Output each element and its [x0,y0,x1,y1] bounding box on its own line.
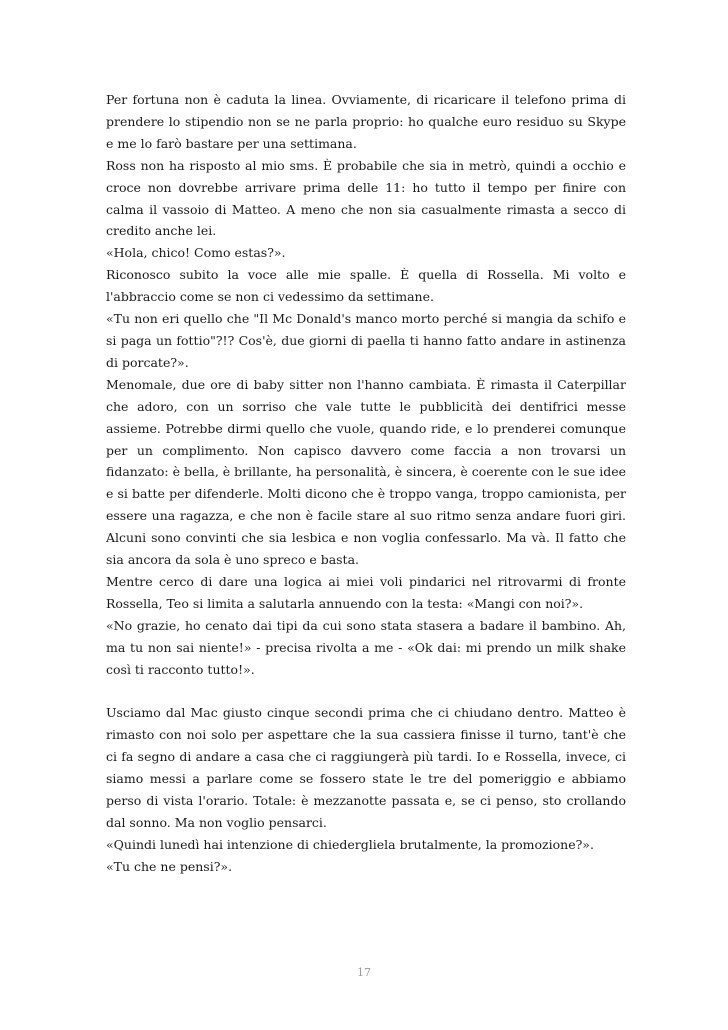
paragraph: Per fortuna non è caduta la linea. Ovviamente, di ricaricare il telefono prima di prendere lo stipendio non se ne parla proprio: ho qualche euro residuo su Skype e me lo farò bastare per una settimana. [106,92,626,151]
paragraph: «Quindi lunedì hai intenzione di chiedergliela brutalmente, la promozione?». [106,836,594,852]
paragraph: «Tu non eri quello che "Il Mc Donald's manco morto perché si mangia da schifo e si paga un fottio"?!? Cos'è, due giorni di paella ti hanno fatto andare in astinenza di porcate?». [106,311,626,370]
paragraph: Ross non ha risposto al mio sms. È probabile che sia in metrò, quindi a occhio e croce non dovrebbe arrivare prima delle 11: ho tutto il tempo per finire con calma il vassoio di Matteo. A meno che non sia casualmente rimasta a secco di credito anche lei. [106,157,626,239]
page-body [106,89,626,878]
section-break [106,680,626,702]
paragraph: Menomale, due ore di baby sitter non l'hanno cambiata. È rimasta il Caterpillar che adoro, con un sorriso che vale tutte le pubblicità dei dentifrici messe assieme. Potrebbe dirmi quello che vuole, quando ride, e lo prenderei comunque per un complimento. Non capisco davvero come faccia a non trovarsi un fidanzato: è bella, è brillante, ha personalità, è sincera, è coerente con le sue idee e si batte per difenderle. Molti dicono che è troppo vanga, troppo camionista, per essere una ragazza, e che non è facile stare al suo ritmo senza andare fuori giri. Alcuni sono convinti che sia lesbica e non voglia confessarlo. Ma và. Il fatto che sia ancora da sola è uno spreco e basta. [106,376,626,568]
paragraph: «No grazie, ho cenato dai tipi da cui sono stata stasera a badare il bambino. Ah, ma tu non sai niente!» - precisa rivolta a me - «Ok dai: mi prendo un milk shake così ti racconto tutto!». [106,617,626,677]
paragraph: Riconosco subito la voce alle mie spalle. È quella di Rossella. Mi volto e l'abbraccio come se non ci vedessimo da settimane. [106,267,626,305]
paragraph: Usciamo dal Mac giusto cinque secondi prima che ci chiudano dentro. Matteo è rimasto con noi solo per aspettare che la sua cassiera finisse il turno, tant'è che ci fa segno di andare a casa che ci raggiungerà più tardi. Io e Rossella, invece, ci siamo messi a parlare come se fossero state le tre del pomeriggio e abbiamo perso di vista l'orario. Totale: è mezzanotte passata e, se ci penso, sto crollando dal sonno. Ma non voglio pensarci. [106,705,626,830]
paragraph: Mentre cerco di dare una logica ai miei voli pindarici nel ritrovarmi di fronte Rossella, Teo si limita a salutarla annuendo con la testa: «Mangi con noi?». [106,573,626,611]
page-number: 17 [357,966,371,979]
paragraph: «Tu che ne pensi?». [106,858,233,874]
paragraph: «Hola, chico! Como estas?». [106,245,286,261]
